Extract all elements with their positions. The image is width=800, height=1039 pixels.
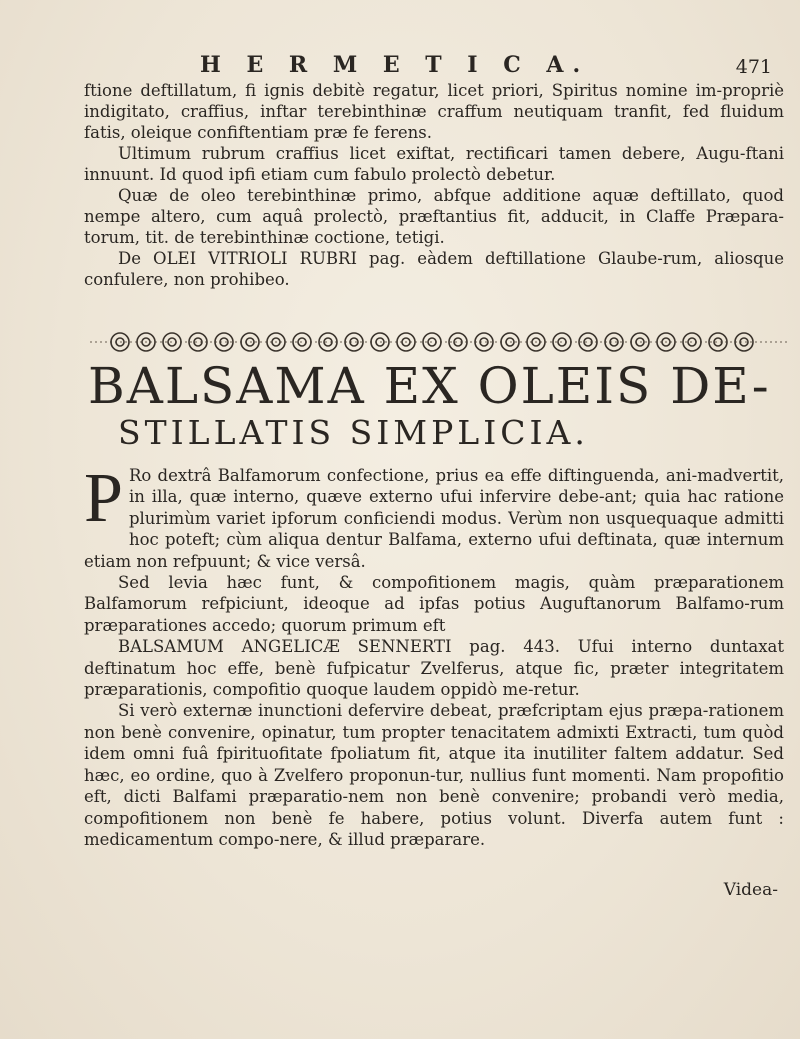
body-text (84, 460, 784, 850)
section-title: BALSAMA EX OLEIS DE- (88, 357, 771, 415)
intro-text (84, 80, 784, 290)
page-number: 471 (735, 56, 772, 78)
first-paragraph (84, 460, 784, 572)
running-title: H E R M E T I C A. (200, 52, 590, 78)
intro-paragraph: ftione deftillatum, fi ignis debitè regatur, licet priori, Spiritus nomine im-propriè indigitato, craffius, inftar terebinthinæ craffum neutiquam tranfit, fed fluidum fatis, oleique confiftentiam præ fe ferens. (84, 81, 784, 142)
intro-paragraph: De OLEI VITRIOLI RUBRI pag. eàdem deftillatione Glaube-rum, aliosque confulere, non prohibeo. (84, 249, 784, 289)
intro-paragraph: Quæ de oleo terebinthinæ primo, abfque additione aquæ deftillato, quod nempe altero, cum aquâ prolectò, præftantius fit, adducit, in Claffe Præpara-torum, tit. de terebinthinæ coctione, tetigi. (84, 186, 784, 247)
intro-paragraph: Ultimum rubrum craffius licet exiftat, rectificari tamen debere, Augu-ftani innuunt. Id quod ipfi etiam cum fabulo prolectò debetur. (84, 144, 784, 184)
section-subtitle: STILLATIS SIMPLICIA. (118, 413, 589, 452)
body-paragraph: Sed levia hæc funt, & compofitionem magis, quàm præparationem Balfamorum refpiciunt, ideoque ad ipfas potius Auguftanorum Balfamo-rum præparationes accedo; quorum primum eft (84, 573, 784, 635)
body-paragraph: Si verò externæ inunctioni defervire debeat, præfcriptam ejus præpa-rationem non benè convenire, opinatur, tum propter tenacitatem admixti Extracti, tum quòd idem omni fuâ fpirituofitate fpoliatum fit, atque ita inutiliter faltem addatur. Sed hæc, eo ordine, quo à Zvelfero proponun-tur, nullius funt momenti. Nam propofitio eft, dicti Balfami præparatio-nem non benè convenire; probandi verò media, compofitionem non benè fe habere, potius volunt. Diverfa autem funt : medicamentum compo-nere, & illud præparare. (84, 701, 784, 849)
catchword: Videa- (723, 880, 778, 900)
ornamental-border-icon (90, 325, 790, 359)
running-head (90, 52, 780, 82)
body-paragraph: BALSAMUM ANGELICÆ SENNERTI pag. 443. Ufui interno duntaxat deftinatum hoc effe, benè fufpicatur Zvelferus, atque fic, præter integritatem præparationis, compofitio quoque laudem oppidò me-retur. (84, 637, 784, 700)
first-paragraph-text: Ro dextrâ Balfamorum confectione, prius ea effe diftinguenda, ani-madvertit, in illa, quæ interno, quæve externo ufui infervire debe-ant; quia hac ratione plurimùm variet ipforum conficiendi modus. Verùm non usquequaque admitti hoc poteft; cùm aliqua dentur Balfama, externo ufui deftinata, quæ internum etiam non refpuunt; & vice versâ. (84, 466, 784, 571)
drop-cap: P (84, 460, 123, 537)
